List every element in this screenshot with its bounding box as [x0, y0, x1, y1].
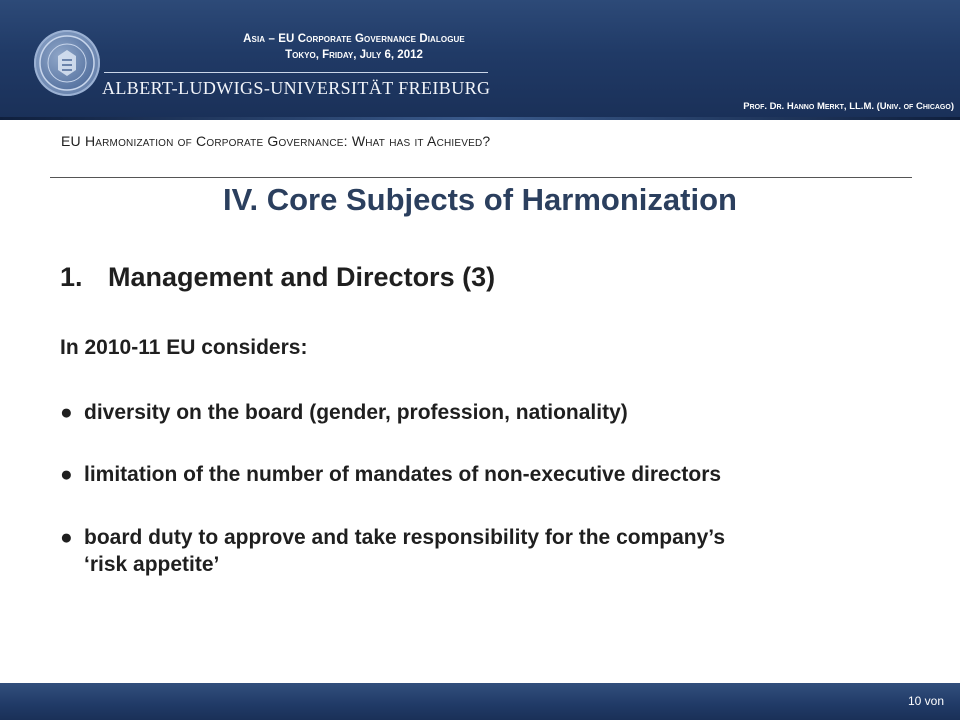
conference-date: Tokyo, Friday, July 6, 2012: [285, 49, 423, 61]
bullet-icon: ●: [60, 526, 73, 549]
bullet-item: [60, 524, 920, 578]
subheading-number: 1.: [60, 262, 83, 292]
bullet-icon: ●: [60, 401, 73, 424]
header-band: [0, 0, 960, 120]
lead-text: In 2010-11 EU considers:: [60, 336, 308, 359]
page-number: 10 von: [907, 694, 944, 708]
bullet-text: diversity on the board (gender, profession, nationality): [84, 401, 628, 424]
bullet-text: board duty to approve and take responsibility for the company’s: [84, 526, 726, 549]
section-divider: [50, 177, 912, 178]
university-seal-icon: [34, 30, 100, 96]
subheading-text: Management and Directors (3): [108, 262, 496, 292]
university-name: ALBERT-LUDWIGS-UNIVERSITÄT FREIBURG: [102, 78, 491, 98]
author-credit: Prof. Dr. Hanno Merkt, LL.M. (Univ. of Chicago): [743, 101, 954, 112]
conference-title: Asia – EU Corporate Governance Dialogue: [243, 33, 465, 45]
bullet-item: [60, 461, 920, 488]
bullet-text-continued: ‘risk appetite’: [84, 553, 220, 576]
bullet-item: [60, 399, 920, 426]
subheading: [60, 262, 495, 293]
slide-title: IV. Core Subjects of Harmonization: [223, 182, 737, 217]
section-title: EU Harmonization of Corporate Governance: What has it Achieved?: [61, 133, 491, 149]
footer-band: [0, 683, 960, 720]
bullet-text: limitation of the number of mandates of non-executive directors: [84, 463, 722, 486]
bullet-icon: ●: [60, 463, 73, 486]
header-divider: [104, 72, 488, 73]
